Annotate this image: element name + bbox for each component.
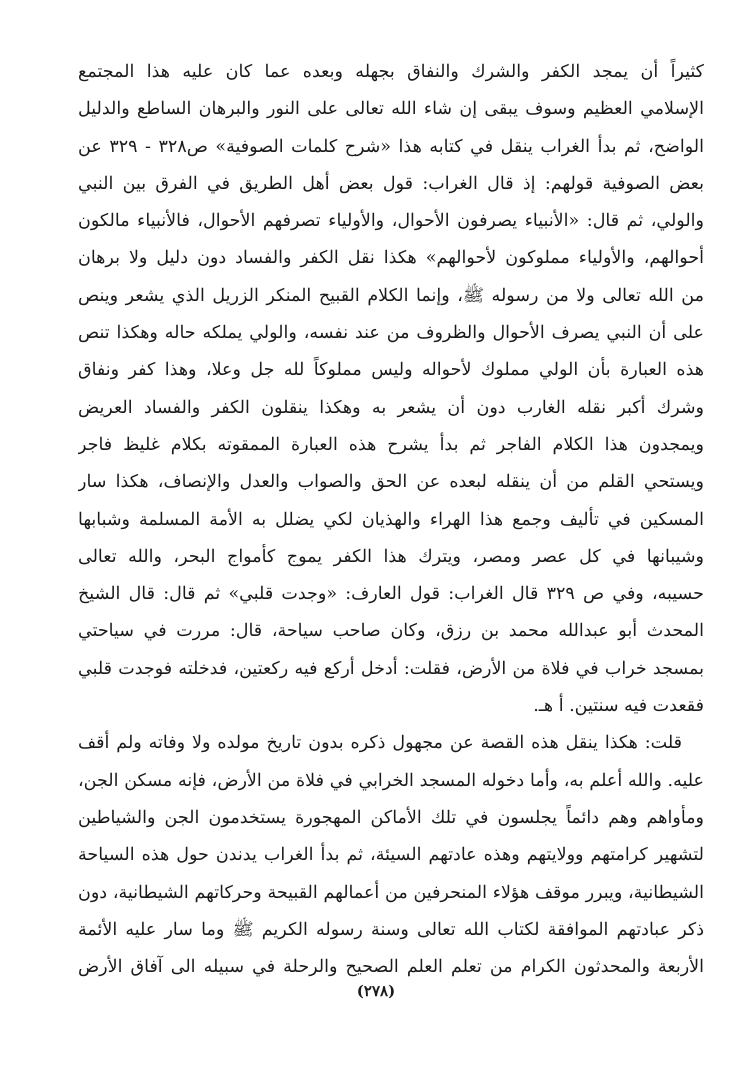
- text-line: الإسلامي العظيم وسوف يبقى إن شاء الله تعالى على النور والبرهان الساطع والدليل: [78, 99, 704, 120]
- text-line: بعض الصوفية قولهم: إذ قال الغراب: قول بعض أهل الطريق في الفرق بين النبي: [78, 173, 704, 194]
- text-line: المسكين في تأليف وجمع هذا الهراء والهذيان لكي يضلل به الأمة المسلمة وشبابها: [78, 509, 704, 530]
- text-line: الواضح، ثم بدأ الغراب ينقل في كتابه هذا «شرح كلمات الصوفية» ص٣٢٨ - ٣٢٩ عن: [78, 136, 704, 157]
- text-line: ويمجدون هذا الكلام الفاجر ثم بدأ يشرح هذه العبارة الممقوته بكلام غليظ فاجر: [78, 434, 704, 455]
- text-line: المحدث أبو عبدالله محمد بن رزق، وكان صاحب سياحة، قال: مررت في سياحتي: [78, 621, 704, 642]
- text-line: على أن النبي يصرف الأحوال والظروف من عند نفسه، والولي يملكه حاله وهكذا تنص: [78, 323, 704, 344]
- page-body: [78, 54, 704, 1054]
- text-line: ومأواهم وهم دائماً يجلسون في تلك الأماكن المهجورة يستخدمون الجن والشياطين: [78, 807, 704, 828]
- page-number: (٢٧٨): [356, 982, 396, 1000]
- text-line: كثيراً أن يمجد الكفر والشرك والنفاق بجهله وبعده عما كان عليه هذا المجتمع: [78, 62, 704, 82]
- text-line: عليه. والله أعلم به، وأما دخوله المسجد الخرابي في فلاة من الأرض، فإنه مسكن الجن،: [78, 770, 704, 791]
- text-line: الأربعة والمحدثون الكرام من تعلم العلم الصحيح والرحلة في سبيله الى آفاق الأرض: [78, 957, 704, 978]
- text-line: وشيبانها في كل عصر ومصر، ويترك هذا الكفر يموج كأمواج البحر، والله تعالى: [78, 546, 704, 567]
- text-line: أحوالهم، والأولياء مملوكون لأحوالهم» هكذا نقل الكفر والفساد دون دليل ولا برهان: [78, 248, 704, 269]
- text-line: ويستحي القلم من أن ينقله لبعده عن الحق والصواب والعدل والإنصاف، هكذا سار: [78, 472, 704, 493]
- text-line: حسيبه، وفي ص ٣٢٩ قال الغراب: قول العارف: «وجدت قلبي» ثم قال: قال الشيخ: [78, 584, 704, 605]
- text-line: من الله تعالى ولا من رسوله ﷺ، وإنما الكلام القبيح المنكر الزريل الذي يشعر وينص: [78, 285, 704, 306]
- text-line: ذكر عبادتهم الموافقة لكتاب الله تعالى وسنة رسوله الكريم ﷺ وما سار عليه الأئمة: [78, 919, 704, 940]
- text-line: الشيطانية، ويبرر موقف هؤلاء المنحرفين من أعمالهم القبيحة وحركاتهم الشيطانية، دون: [78, 882, 704, 903]
- text-line: بمسجد خراب في فلاة من الأرض، فقلت: أدخل أركع فيه ركعتين، فدخلته فوجدت قلبي: [78, 658, 704, 679]
- text-line: قلت: هكذا ينقل هذه القصة عن مجهول ذكره بدون تاريخ مولده ولا وفاته ولم أقف: [78, 733, 682, 754]
- paragraph-1: [78, 54, 704, 725]
- text-line: وشرك أكبر نقله الغارب دون أن يشعر به وهكذا ينقلون الكفر والفساد العريض: [78, 397, 704, 418]
- text-line: لتشهير كرامتهم وولايتهم وهذه عادتهم السيئة، ثم بدأ الغراب يدندن حول هذه السياحة: [78, 845, 704, 866]
- text-line: فقعدت فيه سنتين. أ هـ.: [533, 696, 704, 717]
- text-line: والولي، ثم قال: «الأنبياء يصرفون الأحوال، والأولياء تصرفهم الأحوال، فالأنبياء مالكون: [78, 211, 704, 232]
- text-line: هذه العبارة بأن الولي مملوك لأحواله وليس مملوكاً لله جل وعلا، وهذا كفر ونفاق: [78, 360, 704, 381]
- paragraph-2: [78, 725, 704, 986]
